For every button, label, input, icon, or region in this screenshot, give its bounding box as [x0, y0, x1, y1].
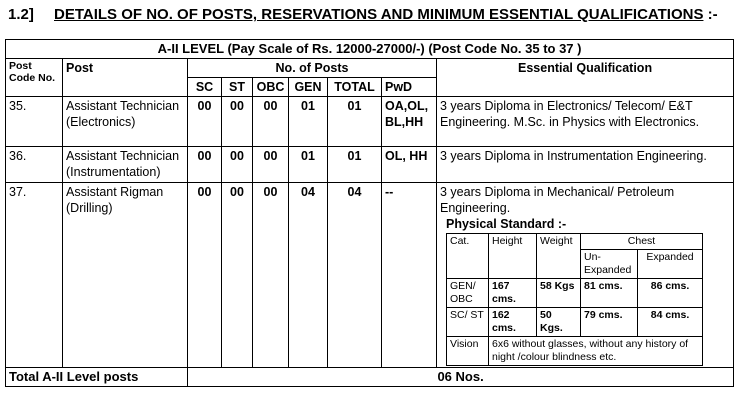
obc-cell: 00	[253, 183, 289, 368]
physical-standard-table	[446, 233, 703, 366]
phys-header-cat: Cat.	[447, 234, 489, 279]
post-code-cell: 36.	[6, 147, 63, 183]
phys-unexpanded-cell: 79 cms.	[581, 308, 638, 337]
qualification-cell: 3 years Diploma in Instrumentation Engineering.	[437, 147, 734, 183]
header-st: ST	[222, 78, 253, 97]
post-name-cell: Assistant Rigman (Drilling)	[63, 183, 188, 368]
table-row	[6, 183, 734, 368]
phys-expanded-cell: 86 cms.	[638, 279, 703, 308]
table-row	[6, 147, 734, 183]
header-no-of-posts: No. of Posts	[188, 59, 437, 78]
phys-row	[447, 279, 703, 308]
phys-vision-label: Vision	[447, 337, 489, 366]
gen-cell: 01	[289, 97, 328, 147]
header-pwd: PwD	[382, 78, 437, 97]
section-title: DETAILS OF NO. OF POSTS, RESERVATIONS AND MINIMUM ESSENTIAL QUALIFICATIONS	[54, 6, 704, 23]
st-cell: 00	[222, 147, 253, 183]
post-code-cell: 35.	[6, 97, 63, 147]
phys-header-row-1	[447, 234, 703, 250]
total-cell: 01	[328, 147, 382, 183]
phys-height-cell: 162 cms.	[489, 308, 537, 337]
header-sc: SC	[188, 78, 222, 97]
header-row-1	[6, 59, 734, 78]
phys-header-height: Height	[489, 234, 537, 279]
phys-header-weight: Weight	[537, 234, 581, 279]
phys-expanded-cell: 84 cms.	[638, 308, 703, 337]
section-title-suffix: :-	[703, 6, 718, 23]
post-code-cell: 37.	[6, 183, 63, 368]
phys-vision-row	[447, 337, 703, 366]
phys-unexpanded-cell: 81 cms.	[581, 279, 638, 308]
phys-row	[447, 308, 703, 337]
sc-cell: 00	[188, 183, 222, 368]
sc-cell: 00	[188, 147, 222, 183]
qualification-text: 3 years Diploma in Mechanical/ Petroleum Engineering.	[440, 185, 675, 215]
phys-height-cell: 167 cms.	[489, 279, 537, 308]
level-title-row	[6, 40, 734, 59]
section-heading	[8, 6, 718, 23]
post-name-cell: Assistant Technician (Electronics)	[63, 97, 188, 147]
header-post: Post	[63, 59, 188, 97]
table-row	[6, 97, 734, 147]
st-cell: 00	[222, 97, 253, 147]
total-cell: 01	[328, 97, 382, 147]
header-post-code: Post Code No.	[6, 59, 63, 97]
phys-header-unexpanded: Un-Expanded	[581, 250, 638, 279]
phys-cat-cell: GEN/ OBC	[447, 279, 489, 308]
phys-weight-cell: 50 Kgs.	[537, 308, 581, 337]
total-row	[6, 368, 734, 387]
physical-standard-title: Physical Standard :-	[446, 217, 567, 231]
section-number: 1.2]	[8, 6, 34, 23]
st-cell: 00	[222, 183, 253, 368]
post-name-cell: Assistant Technician (Instrumentation)	[63, 147, 188, 183]
header-obc: OBC	[253, 78, 289, 97]
sc-cell: 00	[188, 97, 222, 147]
pwd-cell: OA,OL, BL,HH	[382, 97, 437, 147]
header-gen: GEN	[289, 78, 328, 97]
obc-cell: 00	[253, 147, 289, 183]
gen-cell: 01	[289, 147, 328, 183]
level-title: A-II LEVEL (Pay Scale of Rs. 12000-27000/-) (Post Code No. 35 to 37 )	[6, 40, 734, 59]
phys-vision-text: 6x6 without glasses, without any history of night /colour blindness etc.	[489, 337, 703, 366]
phys-cat-cell: SC/ ST	[447, 308, 489, 337]
total-cell: 04	[328, 183, 382, 368]
total-value: 06 Nos.	[188, 368, 734, 387]
pwd-cell: --	[382, 183, 437, 368]
obc-cell: 00	[253, 97, 289, 147]
total-label: Total A-II Level posts	[6, 368, 188, 387]
phys-header-expanded: Expanded	[638, 250, 703, 279]
posts-table	[5, 39, 734, 387]
phys-header-chest: Chest	[581, 234, 703, 250]
header-essential-qualification: Essential Qualification	[437, 59, 734, 97]
header-total: TOTAL	[328, 78, 382, 97]
pwd-cell: OL, HH	[382, 147, 437, 183]
qualification-cell: 3 years Diploma in Electronics/ Telecom/ E&T Engineering. M.Sc. in Physics with Electronics.	[437, 97, 734, 147]
gen-cell: 04	[289, 183, 328, 368]
phys-weight-cell: 58 Kgs	[537, 279, 581, 308]
qualification-cell	[437, 183, 734, 368]
